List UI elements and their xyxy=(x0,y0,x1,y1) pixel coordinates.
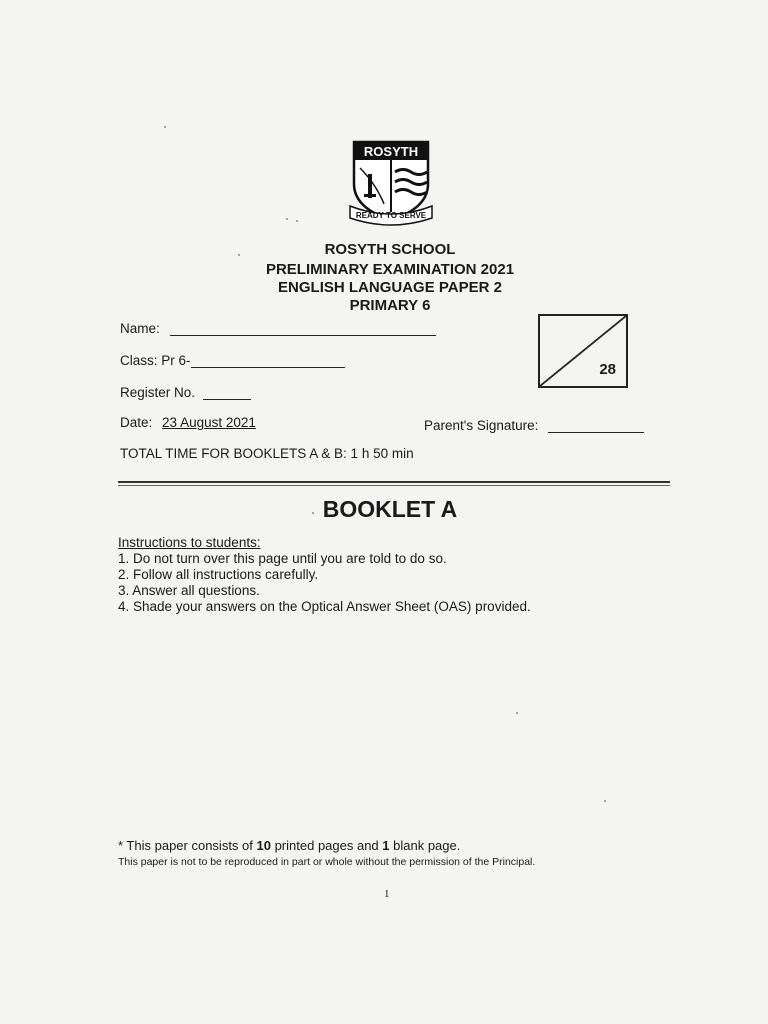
scan-speck xyxy=(604,800,606,802)
school-crest xyxy=(348,138,434,226)
instruction-item: 1. Do not turn over this page until you are told to do so. xyxy=(118,551,447,566)
page-count-suffix: blank page. xyxy=(389,838,461,853)
scan-speck xyxy=(516,712,518,714)
page-count-note xyxy=(118,838,460,853)
instruction-item: 2. Follow all instructions carefully. xyxy=(118,567,319,582)
booklet-title: BOOKLET A xyxy=(322,496,458,522)
total-time: TOTAL TIME FOR BOOKLETS A & B: 1 h 50 min xyxy=(120,446,414,461)
blank-pages-count: 1 xyxy=(382,838,390,853)
parent-signature-blank[interactable] xyxy=(548,418,644,433)
name-field xyxy=(120,321,436,336)
printed-pages-count: 10 xyxy=(256,838,271,853)
instruction-item: 3. Answer all questions. xyxy=(118,583,260,598)
register-label: Register No. xyxy=(120,385,196,400)
scan-speck xyxy=(164,126,166,128)
instructions-list xyxy=(118,551,531,615)
page-count-prefix: * This paper consists of xyxy=(118,838,257,853)
school-name: ROSYTH SCHOOL xyxy=(324,241,456,258)
name-blank[interactable] xyxy=(170,321,436,336)
divider-thin xyxy=(118,485,670,486)
crest-top-text: ROSYTH xyxy=(363,144,419,159)
class-field xyxy=(120,353,345,368)
name-label: Name: xyxy=(120,321,160,336)
scan-speck xyxy=(312,512,314,514)
score-box xyxy=(538,314,628,388)
date-value: 23 August 2021 xyxy=(162,415,256,430)
date-field xyxy=(120,415,256,430)
class-label: Class: Pr 6- xyxy=(120,353,191,368)
copyright-note: This paper is not to be reproduced in part or whole without the permission of the Principal. xyxy=(118,856,536,868)
crest-motto: READY TO SERVE xyxy=(355,211,427,220)
class-blank[interactable] xyxy=(191,353,345,368)
instruction-item: 4. Shade your answers on the Optical Answer Sheet (OAS) provided. xyxy=(118,599,531,614)
total-marks: 28 xyxy=(599,361,616,378)
instructions-heading: Instructions to students: xyxy=(118,535,261,550)
paper-name: ENGLISH LANGUAGE PAPER 2 xyxy=(278,279,502,296)
level-name: PRIMARY 6 xyxy=(349,297,431,314)
page-number: 1 xyxy=(384,888,390,900)
register-field xyxy=(120,385,251,400)
scan-speck xyxy=(296,220,298,222)
parent-signature-label: Parent's Signature: xyxy=(424,418,539,433)
exam-name: PRELIMINARY EXAMINATION 2021 xyxy=(265,261,515,278)
page-count-middle: printed pages and xyxy=(270,838,383,853)
scan-speck xyxy=(238,254,240,256)
divider-thick xyxy=(118,481,670,483)
date-label: Date: xyxy=(120,415,153,430)
register-blank[interactable] xyxy=(203,385,251,400)
parent-signature-field xyxy=(424,418,644,433)
scan-speck xyxy=(286,218,288,220)
